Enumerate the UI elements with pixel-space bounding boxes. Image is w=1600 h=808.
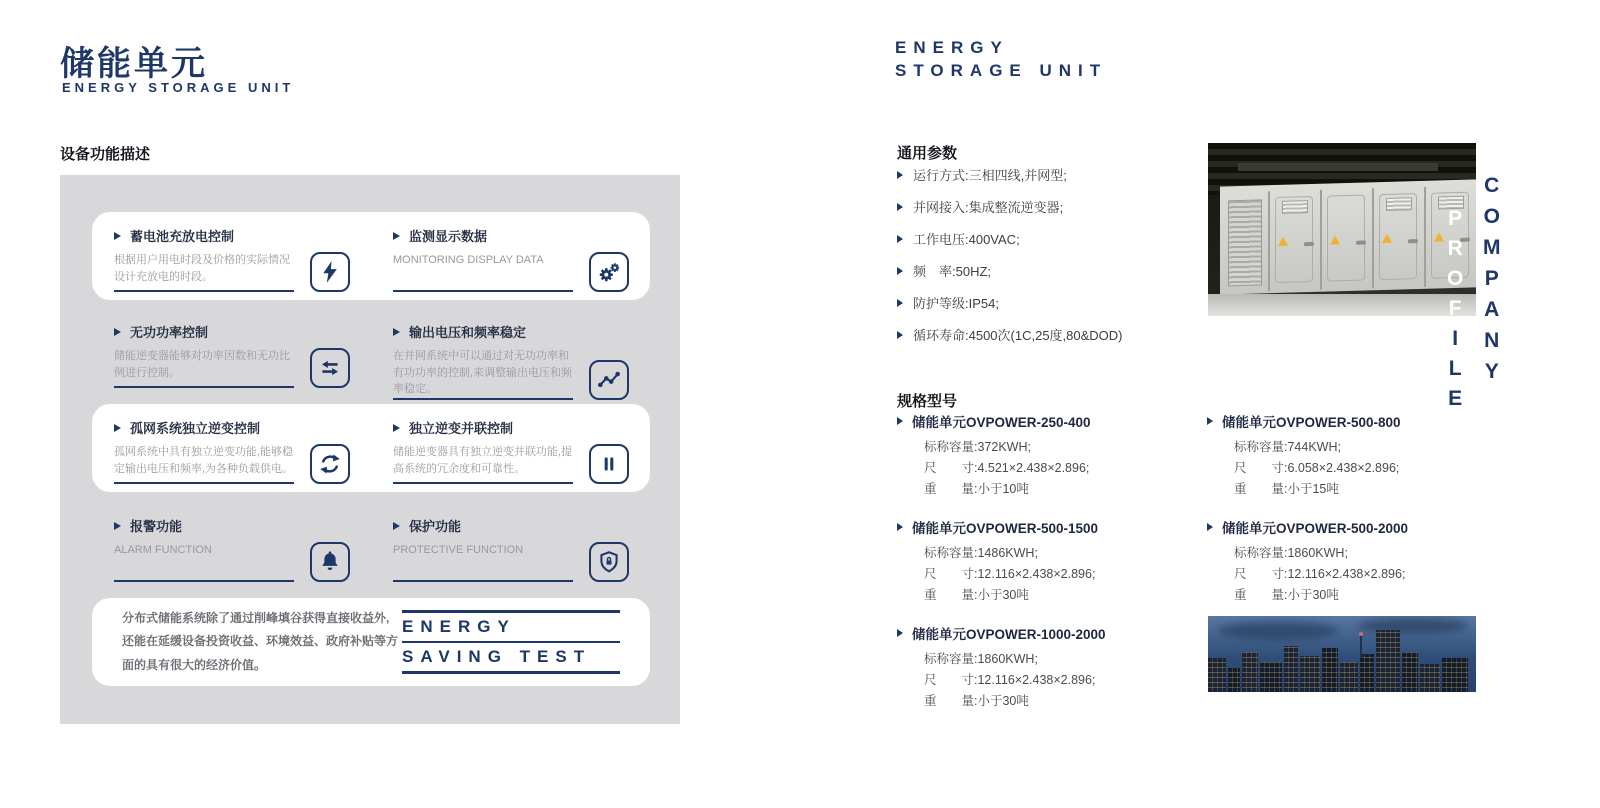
underline (114, 290, 294, 292)
param-item: 循环寿命:4500次(1C,25度,80&DOD) (897, 325, 1207, 344)
door-handle (1304, 242, 1314, 246)
gears-icon (589, 252, 629, 292)
feature-battery-charge-control (92, 212, 371, 300)
feature-title: 蓄电池充放电控制 (130, 229, 235, 244)
triangle-bullet-icon (897, 171, 903, 179)
param-item: 频 率:50HZ; (897, 261, 1207, 280)
model-capacity: 标称容量:1486KWH; (924, 546, 1038, 560)
triangle-bullet-icon (114, 522, 121, 530)
model-ovpower-500-2000: 储能单元OVPOWER-500-2000 标称容量:1860KWH; 尺 寸:12.116×2.438×2.896; 重 量:小于30吨 (1207, 517, 1507, 606)
door-vent (1386, 197, 1412, 211)
feature-card-row-1 (92, 212, 650, 300)
triangle-bullet-icon (897, 331, 903, 339)
model-capacity: 标称容量:744KWH; (1234, 440, 1341, 454)
underline (393, 398, 573, 400)
underline (114, 386, 294, 388)
feature-title: 无功功率控制 (130, 325, 209, 340)
model-size: 尺 寸:12.116×2.438×2.896; (1234, 567, 1406, 581)
feature-row-4 (92, 502, 650, 590)
triangle-bullet-icon (393, 232, 400, 240)
tower-spire (1360, 632, 1362, 658)
door-handle (1356, 240, 1366, 244)
model-size: 尺 寸:12.116×2.438×2.896; (924, 673, 1096, 687)
general-params-list (897, 165, 1207, 357)
model-ovpower-500-800: 储能单元OVPOWER-500-800 标称容量:744KWH; 尺 寸:6.058×2.438×2.896; 重 量:小于15吨 (1207, 411, 1507, 500)
model-weight: 重 量:小于30吨 (924, 694, 1029, 708)
feature-desc: 根据用户用电时段及价格的实际情况设计充放电的时段。 (114, 254, 290, 283)
feature-monitoring-display (371, 212, 650, 300)
triangle-bullet-icon (1207, 417, 1213, 425)
underline (114, 580, 294, 582)
warning-triangle (1330, 235, 1340, 244)
cloud (1218, 622, 1338, 640)
models-column-2 (1207, 411, 1507, 623)
triangle-bullet-icon (114, 424, 121, 432)
param-item: 防护等级:IP54; (897, 293, 1207, 312)
logo-rule (402, 671, 620, 674)
triangle-bullet-icon (897, 235, 903, 243)
triangle-bullet-icon (897, 523, 903, 531)
param-item: 运行方式:三相四线,并网型; (897, 165, 1207, 184)
triangle-bullet-icon (114, 328, 121, 336)
warning-triangle (1278, 237, 1288, 246)
logo-word-energy: ENERGY (402, 616, 516, 636)
model-size: 尺 寸:6.058×2.438×2.896; (1234, 461, 1400, 475)
feature-protective-function (371, 502, 650, 590)
model-capacity: 标称容量:372KWH; (924, 440, 1031, 454)
lightning-icon (310, 252, 350, 292)
features-panel (60, 175, 680, 724)
feature-desc: PROTECTIVE FUNCTION (393, 544, 524, 556)
model-ovpower-1000-2000: 储能单元OVPOWER-1000-2000 标称容量:1860KWH; 尺 寸:12.116×2.438×2.896; 重 量:小于30吨 (897, 623, 1197, 712)
bell-icon (310, 542, 350, 582)
page-title: 储能单元 (60, 45, 208, 83)
feature-desc: 储能逆变器具有独立逆变并联功能,提高系统的冗余度和可靠性。 (393, 446, 573, 475)
feature-row-2 (92, 308, 650, 396)
feature-desc: ALARM FUNCTION (114, 544, 212, 556)
container-door (1320, 188, 1370, 289)
model-weight: 重 量:小于15吨 (1234, 482, 1339, 496)
economic-value-card (92, 598, 650, 686)
model-size: 尺 寸:12.116×2.438×2.896; (924, 567, 1096, 581)
economic-value-text: 分布式储能系统除了通过削峰填谷获得直接收益外,还能在延缓设备投资收益、环境效益、政府补贴等方面的具有很大的经济价值。 (122, 610, 399, 672)
energy-saving-test-logo (402, 607, 620, 677)
warning-triangle (1434, 232, 1444, 241)
feature-title: 保护功能 (409, 519, 462, 534)
underline (114, 482, 294, 484)
triangle-bullet-icon (393, 424, 400, 432)
underline (393, 290, 573, 292)
feature-alarm-function (92, 502, 371, 590)
triangle-bullet-icon (897, 629, 903, 637)
logo-rule (402, 641, 620, 644)
underline (393, 482, 573, 484)
refresh-icon (310, 444, 350, 484)
feature-reactive-power-control (92, 308, 371, 396)
model-weight: 重 量:小于30吨 (924, 588, 1029, 602)
vertical-text-company: C O M P A N Y (1483, 174, 1501, 383)
feature-title: 监测显示数据 (409, 229, 488, 244)
param-item: 工作电压:400VAC; (897, 229, 1207, 248)
triangle-bullet-icon (114, 232, 121, 240)
triangle-bullet-icon (897, 267, 903, 275)
feature-desc: 孤网系统中具有独立逆变功能,能够稳定输出电压和频率,为各种负载供电。 (114, 446, 294, 475)
ceiling-beam (1238, 163, 1438, 171)
model-weight: 重 量:小于10吨 (924, 482, 1029, 496)
model-capacity: 标称容量:1860KWH; (924, 652, 1038, 666)
triangle-bullet-icon (393, 522, 400, 530)
shield-lock-icon (589, 542, 629, 582)
container-door (1268, 190, 1318, 291)
section-title-general-params: 通用参数 (897, 145, 958, 162)
section-title-features: 设备功能描述 (60, 146, 151, 163)
logo-rule (402, 610, 620, 613)
container-body (1220, 179, 1476, 298)
storage-container-photo (1208, 143, 1476, 316)
feature-desc: 在并网系统中可以通过对无功功率和有功功率的控制,来调整输出电压和频率稳定。 (393, 350, 573, 395)
city-skyline-photo (1208, 616, 1476, 692)
pause-icon (589, 444, 629, 484)
right-title-line1: ENERGY (895, 38, 1009, 57)
model-ovpower-500-1500: 储能单元OVPOWER-500-1500 标称容量:1486KWH; 尺 寸:12.116×2.438×2.896; 重 量:小于30吨 (897, 517, 1197, 606)
vent-grille-panel (1228, 199, 1262, 286)
right-title-line2: STORAGE UNIT (895, 61, 1108, 80)
door-handle (1408, 239, 1418, 243)
model-ovpower-250-400: 储能单元OVPOWER-250-400 标称容量:372KWH; 尺 寸:4.521×2.438×2.896; 重 量:小于10吨 (897, 411, 1197, 500)
feature-desc: 储能逆变器能够对功率因数和无功比例进行控制。 (114, 350, 290, 379)
logo-word-saving-test: SAVING TEST (402, 647, 592, 667)
feature-card-row-3 (92, 404, 650, 492)
param-item: 并网接入:集成整流逆变器; (897, 197, 1207, 216)
container-door (1372, 187, 1422, 288)
building-silhouettes (1208, 640, 1476, 692)
section-title-models: 规格型号 (897, 393, 958, 410)
vertical-text-profile: P R O F I L E (1447, 207, 1464, 410)
page-subtitle: ENERGY STORAGE UNIT (62, 80, 295, 95)
feature-title: 独立逆变并联控制 (409, 421, 514, 436)
feature-desc: MONITORING DISPLAY DATA (393, 254, 544, 266)
trend-line-icon (589, 360, 629, 400)
triangle-bullet-icon (897, 417, 903, 425)
feature-title: 孤网系统独立逆变控制 (130, 421, 261, 436)
models-column-1 (897, 411, 1197, 729)
model-size: 尺 寸:4.521×2.438×2.896; (924, 461, 1090, 475)
factory-floor (1208, 294, 1476, 316)
door-vent (1282, 200, 1308, 214)
feature-title: 输出电压和频率稳定 (409, 325, 527, 340)
triangle-bullet-icon (393, 328, 400, 336)
right-page-title (895, 36, 1107, 82)
underline (393, 580, 573, 582)
feature-parallel-inverter-control (371, 404, 650, 492)
model-capacity: 标称容量:1860KWH; (1234, 546, 1348, 560)
feature-title: 报警功能 (130, 519, 183, 534)
feature-islanded-inverter-control (92, 404, 371, 492)
triangle-bullet-icon (1207, 523, 1213, 531)
model-weight: 重 量:小于30吨 (1234, 588, 1339, 602)
cloud (1358, 618, 1468, 634)
triangle-bullet-icon (897, 203, 903, 211)
warning-triangle (1382, 234, 1392, 243)
swap-arrows-icon (310, 348, 350, 388)
feature-output-voltage-frequency (371, 308, 650, 396)
triangle-bullet-icon (897, 299, 903, 307)
